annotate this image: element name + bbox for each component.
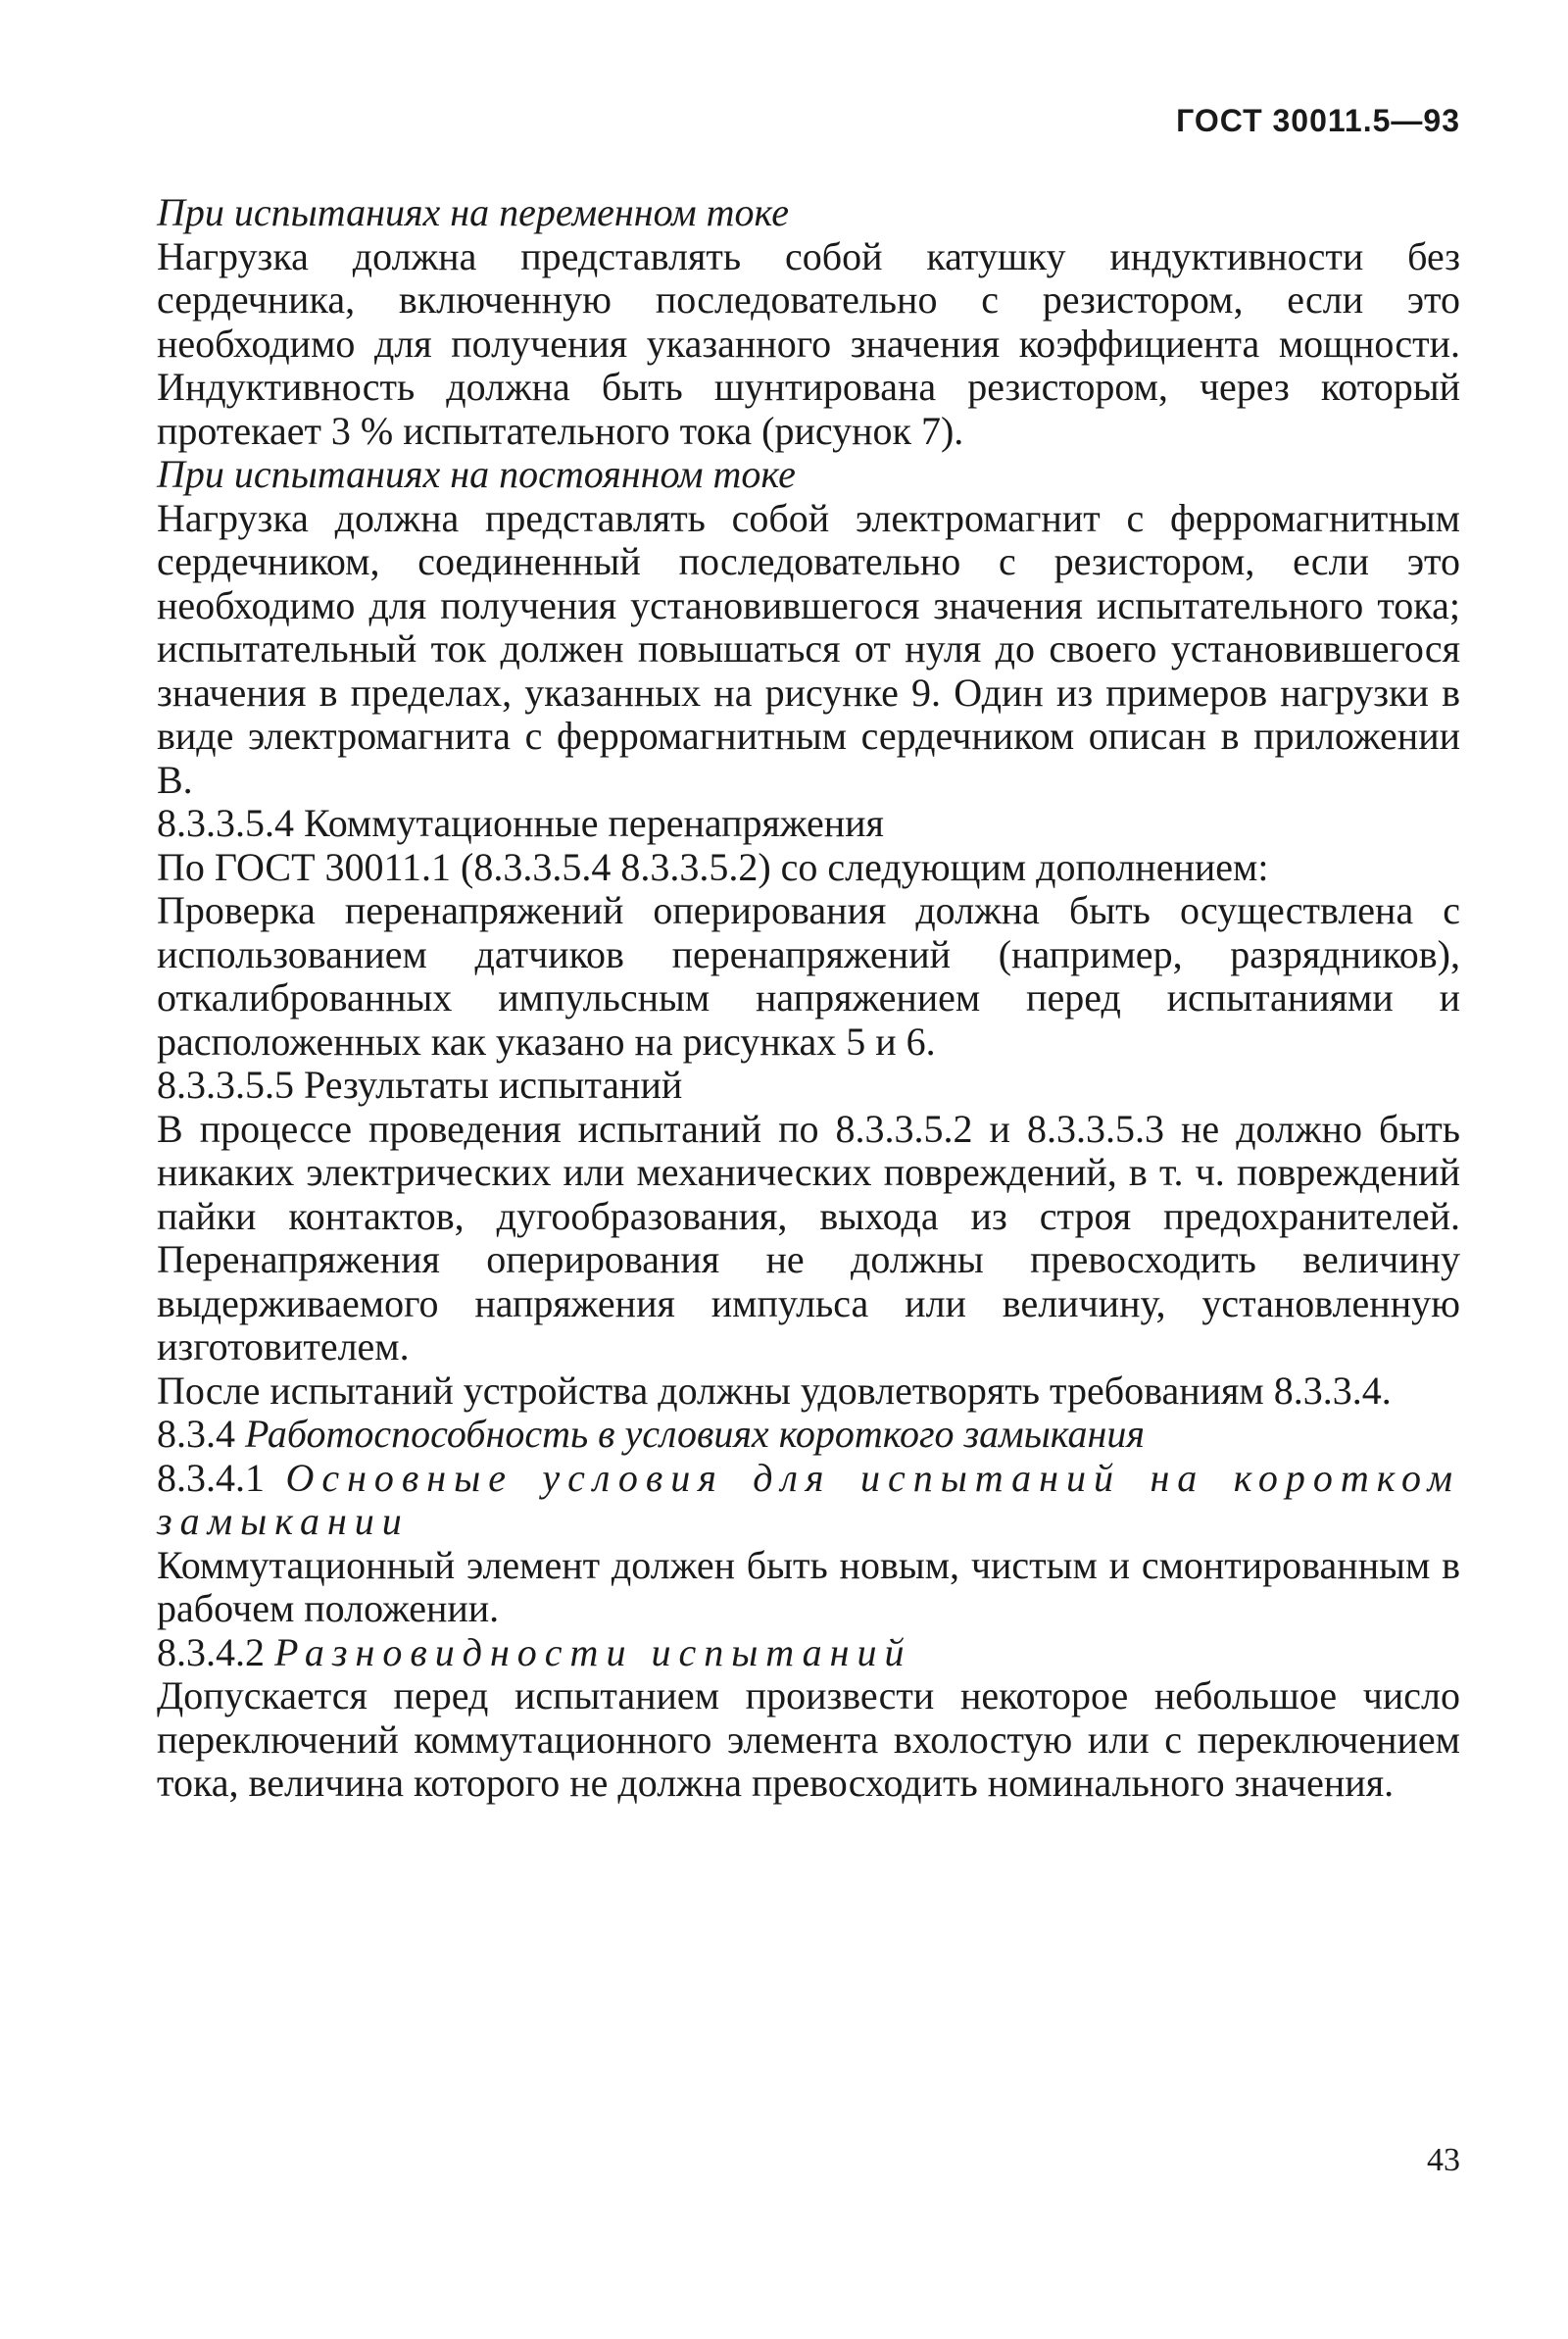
- clause-8-3-3-5-5: 8.3.3.5.5 Результаты испытаний: [157, 1063, 683, 1107]
- clause-number: 8.3.4.2: [157, 1629, 274, 1674]
- clause-8-3-4-1: [157, 1457, 1460, 1544]
- section-heading-dc: При испытаниях на постоянном токе: [157, 452, 796, 496]
- clause-number: 8.3.4.1: [157, 1455, 286, 1500]
- clause-title: Разновидности испытаний: [274, 1629, 912, 1674]
- paragraph-idle-switching: Допускается перед испытанием произвести некоторое небольшое число переключений коммутационного элемента вхолостую или с переключением тока, величина которого не должна превосходить номинального значения.: [157, 1673, 1460, 1805]
- page-number: 43: [1427, 2142, 1460, 2178]
- clause-8-3-4: [157, 1413, 1460, 1457]
- paragraph-dc-load: Нагрузка должна представлять собой электромагнит с ферромагнитным сердечником, соединенный последовательно с резистором, если это необходимо для получения установившегося значения испытательного тока; испытательный ток должен повышаться от нуля до своего установившегося значения в пределах, указанных на рисунке 9. Один из примеров нагрузки в виде электромагнита с ферромагнитным сердечником описан в приложении В.: [157, 495, 1460, 802]
- document-header: [1176, 103, 1460, 139]
- standard-id: ГОСТ 30011.5—93: [1176, 103, 1460, 138]
- clause-title: Работоспособность в условиях короткого замыкания: [245, 1412, 1145, 1456]
- paragraph-ac-load: Нагрузка должна представлять собой катушку индуктивности без сердечника, включенную последовательно с резистором, если это необходимо для получения указанного значения коэффициента мощности. Индуктивность должна быть шунтирована резистором, через который протекает 3 % испытательного тока (рисунок 7).: [157, 233, 1460, 453]
- page-body: [157, 191, 1460, 1806]
- clause-number: 8.3.4: [157, 1412, 245, 1456]
- paragraph-test-results: В процессе проведения испытаний по 8.3.3.5.2 и 8.3.3.5.3 не должно быть никаких электрических или механических повреждений, в т. ч. повреждений пайки контактов, дугообразования, выхода из строя предохранителей. Перенапряжения оперирования не должны превосходить величину выдерживаемого напряжения импульса или величину, установленную изготовителем.: [157, 1106, 1460, 1369]
- clause-title: Основные условия для испытаний на коротком замыкании: [157, 1455, 1460, 1543]
- paragraph-element-new: Коммутационный элемент должен быть новым, чистым и смонтированным в рабочем положении.: [157, 1542, 1460, 1630]
- clause-8-3-4-2: [157, 1631, 1460, 1675]
- section-heading-ac: При испытаниях на переменном токе: [157, 190, 789, 234]
- paragraph-gost-ref: По ГОСТ 30011.1 (8.3.3.5.4 8.3.3.5.2) со следующим дополнением:: [157, 844, 1269, 889]
- clause-8-3-3-5-4: 8.3.3.5.4 Коммутационные перенапряжения: [157, 801, 884, 845]
- paragraph-after-tests: После испытаний устройства должны удовлетворять требованиям 8.3.3.4.: [157, 1368, 1392, 1413]
- paragraph-overvoltage-check: Проверка перенапряжений оперирования должна быть осуществлена с использованием датчиков перенапряжений (например, разрядников), откалиброванных импульсным напряжением перед испытаниями и расположенных как указано на рисунках 5 и 6.: [157, 888, 1460, 1064]
